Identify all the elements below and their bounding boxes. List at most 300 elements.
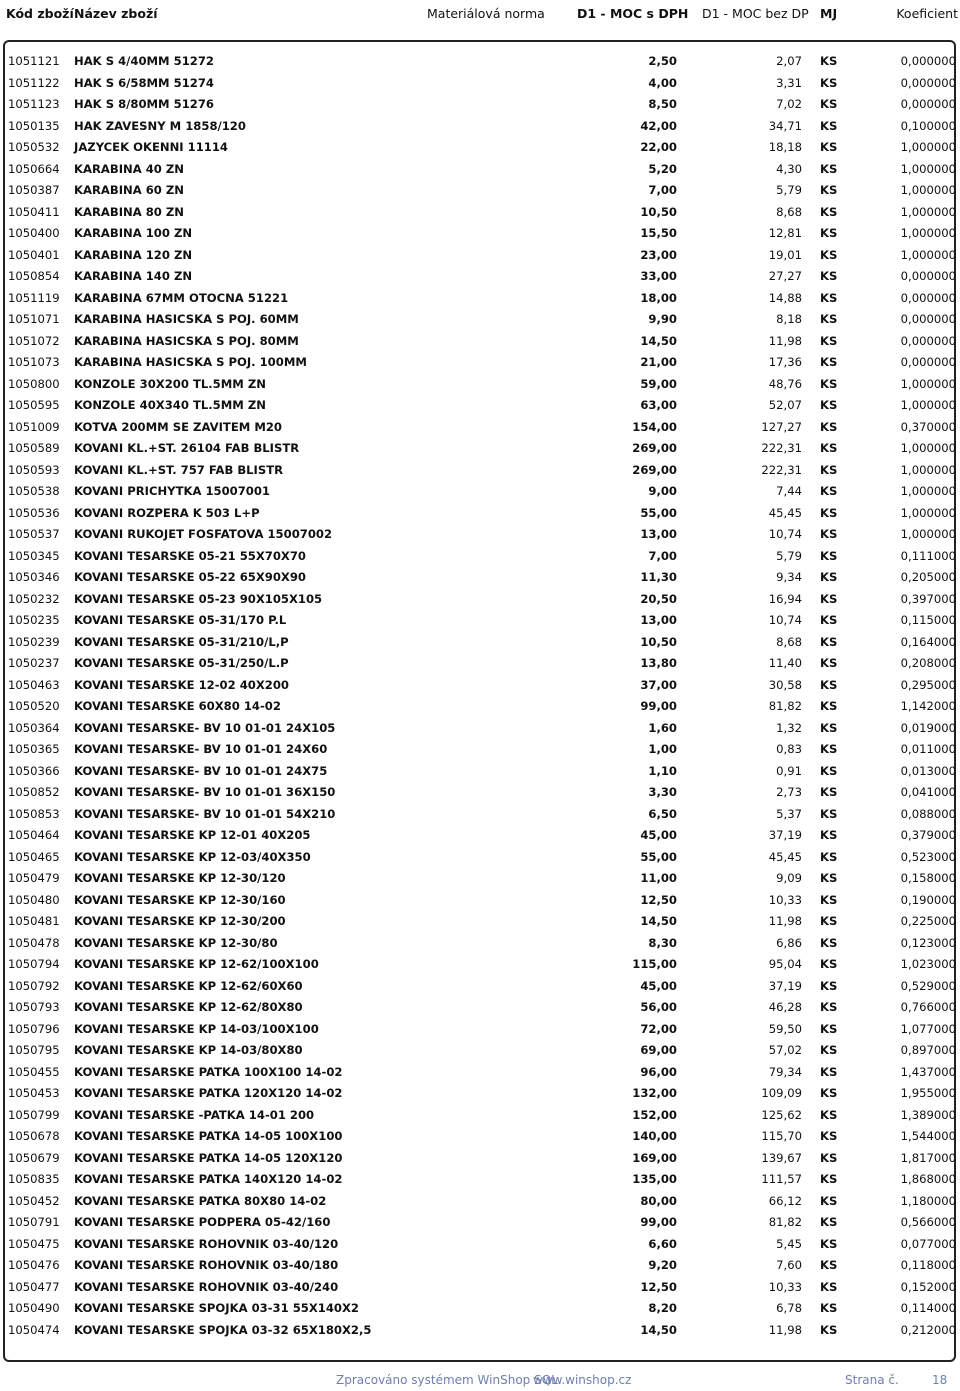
cell-name: KOVANI TESARSKE PATKA 100X100 14-02 bbox=[74, 1064, 343, 1079]
cell-coef: 1,817000 bbox=[900, 1150, 956, 1165]
cell-name: KONZOLE 30X200 TL.5MM ZN bbox=[74, 376, 266, 391]
table-row bbox=[0, 890, 960, 912]
cell-unit: KS bbox=[820, 1258, 838, 1272]
cell-coef: 0,212000 bbox=[900, 1322, 956, 1337]
cell-name: KOVANI KL.+ST. 26104 FAB BLISTR bbox=[74, 441, 300, 455]
cell-coef: 0,000000 bbox=[900, 333, 956, 348]
cell-price-vat: 6,60 bbox=[648, 1236, 677, 1251]
cell-coef: 0,000000 bbox=[900, 355, 956, 369]
cell-price-novat: 6,86 bbox=[776, 935, 802, 950]
cell-unit: KS bbox=[820, 1279, 838, 1294]
cell-price-novat: 57,02 bbox=[768, 1043, 802, 1057]
cell-price-novat: 81,82 bbox=[768, 699, 802, 713]
header-name: Název zboží bbox=[74, 6, 158, 21]
cell-code: 1050135 bbox=[8, 118, 60, 133]
cell-price-vat: 13,80 bbox=[640, 656, 677, 670]
cell-price-vat: 4,00 bbox=[648, 75, 677, 90]
table-row bbox=[0, 653, 960, 675]
cell-name: KARABINA HASICSKA S POJ. 100MM bbox=[74, 355, 307, 369]
cell-unit: KS bbox=[820, 1215, 838, 1229]
table-row bbox=[0, 51, 960, 73]
cell-coef: 0,000000 bbox=[900, 312, 956, 326]
table-row bbox=[0, 1320, 960, 1342]
cell-price-vat: 10,50 bbox=[640, 204, 677, 219]
cell-coef: 0,566000 bbox=[900, 1215, 956, 1229]
cell-unit: KS bbox=[820, 785, 838, 799]
cell-unit: KS bbox=[820, 1000, 838, 1014]
cell-code: 1050664 bbox=[8, 161, 60, 176]
cell-price-vat: 12,50 bbox=[640, 1279, 677, 1294]
cell-unit: KS bbox=[820, 183, 838, 197]
cell-price-vat: 115,00 bbox=[632, 957, 677, 971]
cell-price-vat: 22,00 bbox=[640, 140, 677, 154]
cell-code: 1050835 bbox=[8, 1172, 60, 1186]
header-price-vat: D1 - MOC s DPH bbox=[577, 6, 689, 21]
table-row bbox=[0, 546, 960, 568]
cell-price-novat: 45,45 bbox=[768, 849, 802, 864]
cell-price-novat: 8,68 bbox=[776, 204, 802, 219]
cell-coef: 0,118000 bbox=[900, 1258, 956, 1272]
cell-price-vat: 21,00 bbox=[640, 355, 677, 369]
cell-price-novat: 48,76 bbox=[768, 376, 802, 391]
cell-code: 1050478 bbox=[8, 935, 60, 950]
cell-price-vat: 8,30 bbox=[648, 935, 677, 950]
cell-coef: 0,529000 bbox=[900, 978, 956, 993]
cell-coef: 0,370000 bbox=[900, 419, 956, 434]
table-row bbox=[0, 632, 960, 654]
cell-name: KOVANI TESARSKE KP 12-30/80 bbox=[74, 935, 278, 950]
cell-price-vat: 14,50 bbox=[640, 914, 677, 928]
cell-price-novat: 7,44 bbox=[776, 484, 802, 498]
cell-price-novat: 18,18 bbox=[768, 140, 802, 154]
cell-unit: KS bbox=[820, 527, 838, 541]
cell-code: 1050364 bbox=[8, 720, 60, 735]
table-row bbox=[0, 331, 960, 353]
table-row bbox=[0, 481, 960, 503]
cell-coef: 0,000000 bbox=[900, 269, 956, 283]
cell-coef: 1,544000 bbox=[900, 1129, 956, 1143]
cell-price-novat: 81,82 bbox=[768, 1215, 802, 1229]
cell-name: KOVANI TESARSKE PATKA 14-05 100X100 bbox=[74, 1129, 343, 1143]
cell-coef: 0,088000 bbox=[900, 806, 956, 821]
cell-name: KOVANI KL.+ST. 757 FAB BLISTR bbox=[74, 462, 284, 477]
cell-unit: KS bbox=[820, 140, 838, 154]
cell-code: 1050479 bbox=[8, 871, 60, 885]
cell-name: KOVANI TESARSKE- BV 10 01-01 54X210 bbox=[74, 806, 336, 821]
cell-coef: 1,142000 bbox=[900, 699, 956, 713]
table-row bbox=[0, 288, 960, 310]
cell-price-novat: 2,73 bbox=[776, 785, 802, 799]
table-row bbox=[0, 180, 960, 202]
cell-price-novat: 127,27 bbox=[761, 419, 802, 434]
cell-price-novat: 37,19 bbox=[768, 978, 802, 993]
cell-code: 1050463 bbox=[8, 677, 60, 692]
table-row bbox=[0, 94, 960, 116]
cell-price-novat: 11,98 bbox=[768, 1322, 802, 1337]
cell-code: 1050679 bbox=[8, 1150, 60, 1165]
cell-price-vat: 55,00 bbox=[640, 505, 677, 520]
cell-name: KARABINA HASICSKA S POJ. 80MM bbox=[74, 333, 299, 348]
table-row bbox=[0, 567, 960, 589]
cell-name: KOVANI TESARSKE 12-02 40X200 bbox=[74, 677, 289, 692]
cell-name: KARABINA 120 ZN bbox=[74, 247, 193, 262]
cell-code: 1050237 bbox=[8, 656, 60, 670]
cell-coef: 1,000000 bbox=[900, 376, 956, 391]
cell-code: 1051122 bbox=[8, 75, 60, 90]
cell-name: KOVANI TESARSKE- BV 10 01-01 36X150 bbox=[74, 785, 336, 799]
header-norm: Materiálová norma bbox=[427, 6, 545, 21]
cell-code: 1050235 bbox=[8, 613, 60, 627]
cell-code: 1050452 bbox=[8, 1193, 60, 1208]
cell-unit: KS bbox=[820, 226, 838, 240]
table-row bbox=[0, 266, 960, 288]
table-row bbox=[0, 782, 960, 804]
cell-price-novat: 0,91 bbox=[776, 763, 802, 778]
cell-name: KARABINA 100 ZN bbox=[74, 226, 193, 240]
cell-coef: 0,158000 bbox=[900, 871, 956, 885]
cell-name: KOTVA 200MM SE ZAVITEM M20 bbox=[74, 419, 282, 434]
cell-price-vat: 42,00 bbox=[640, 118, 677, 133]
cell-coef: 1,180000 bbox=[900, 1193, 956, 1208]
cell-price-novat: 16,94 bbox=[768, 591, 802, 606]
cell-name: KARABINA 60 ZN bbox=[74, 183, 184, 197]
cell-code: 1051073 bbox=[8, 355, 60, 369]
cell-coef: 0,397000 bbox=[900, 591, 956, 606]
cell-coef: 0,205000 bbox=[900, 570, 956, 584]
cell-coef: 1,000000 bbox=[900, 441, 956, 455]
cell-coef: 0,152000 bbox=[900, 1279, 956, 1294]
cell-price-vat: 169,00 bbox=[632, 1150, 677, 1165]
cell-name: KOVANI TESARSKE PATKA 140X120 14-02 bbox=[74, 1172, 343, 1186]
cell-unit: KS bbox=[820, 484, 838, 498]
table-row bbox=[0, 1169, 960, 1191]
cell-coef: 0,000000 bbox=[900, 290, 956, 305]
cell-coef: 1,000000 bbox=[900, 183, 956, 197]
cell-unit: KS bbox=[820, 398, 838, 412]
table-row bbox=[0, 976, 960, 998]
cell-price-novat: 7,60 bbox=[776, 1258, 802, 1272]
cell-coef: 0,379000 bbox=[900, 828, 956, 842]
cell-code: 1051071 bbox=[8, 312, 60, 326]
table-row bbox=[0, 1255, 960, 1277]
table-row bbox=[0, 1083, 960, 1105]
cell-price-vat: 45,00 bbox=[640, 828, 677, 842]
cell-price-novat: 10,74 bbox=[768, 527, 802, 541]
table-row bbox=[0, 73, 960, 95]
cell-name: KOVANI TESARSKE PODPERA 05-42/160 bbox=[74, 1215, 331, 1229]
cell-price-novat: 139,67 bbox=[761, 1150, 802, 1165]
cell-unit: KS bbox=[820, 1322, 838, 1337]
cell-price-novat: 111,57 bbox=[761, 1172, 802, 1186]
cell-code: 1050366 bbox=[8, 763, 60, 778]
cell-code: 1051121 bbox=[8, 54, 60, 68]
cell-price-vat: 152,00 bbox=[632, 1107, 677, 1122]
cell-name: KARABINA 80 ZN bbox=[74, 204, 184, 219]
cell-name: KOVANI TESARSKE KP 12-62/80X80 bbox=[74, 1000, 303, 1014]
cell-name: KOVANI TESARSKE 05-23 90X105X105 bbox=[74, 591, 323, 606]
cell-name: KOVANI TESARSKE PATKA 14-05 120X120 bbox=[74, 1150, 343, 1165]
header-coef: Koeficient bbox=[896, 6, 958, 21]
cell-code: 1050400 bbox=[8, 226, 60, 240]
header-unit: MJ bbox=[820, 6, 838, 21]
cell-code: 1050520 bbox=[8, 699, 60, 713]
cell-price-vat: 1,60 bbox=[648, 720, 677, 735]
cell-name: KOVANI TESARSKE KP 14-03/80X80 bbox=[74, 1043, 303, 1057]
cell-name: KOVANI TESARSKE ROHOVNIK 03-40/180 bbox=[74, 1258, 339, 1272]
cell-price-novat: 5,79 bbox=[776, 183, 802, 197]
footer-page-label: Strana č. bbox=[845, 1373, 899, 1387]
table-row bbox=[0, 675, 960, 697]
cell-price-vat: 7,00 bbox=[648, 183, 677, 197]
cell-coef: 0,897000 bbox=[900, 1043, 956, 1057]
table-row bbox=[0, 997, 960, 1019]
cell-name: KOVANI TESARSKE ROHOVNIK 03-40/240 bbox=[74, 1279, 339, 1294]
cell-price-novat: 11,40 bbox=[768, 656, 802, 670]
table-row bbox=[0, 847, 960, 869]
table-row bbox=[0, 1277, 960, 1299]
cell-coef: 1,000000 bbox=[900, 204, 956, 219]
table-row bbox=[0, 1191, 960, 1213]
table-row bbox=[0, 202, 960, 224]
cell-price-vat: 55,00 bbox=[640, 849, 677, 864]
cell-price-novat: 9,34 bbox=[776, 570, 802, 584]
cell-code: 1051072 bbox=[8, 333, 60, 348]
cell-code: 1050852 bbox=[8, 785, 60, 799]
cell-coef: 1,077000 bbox=[900, 1021, 956, 1036]
cell-price-vat: 5,20 bbox=[648, 161, 677, 176]
cell-code: 1050532 bbox=[8, 140, 60, 154]
table-row bbox=[0, 739, 960, 761]
cell-name: KOVANI TESARSKE 05-31/250/L.P bbox=[74, 656, 289, 670]
cell-unit: KS bbox=[820, 247, 838, 262]
cell-coef: 0,114000 bbox=[900, 1301, 956, 1315]
cell-code: 1050793 bbox=[8, 1000, 60, 1014]
cell-coef: 0,164000 bbox=[900, 634, 956, 649]
table-row bbox=[0, 1298, 960, 1320]
cell-price-novat: 34,71 bbox=[768, 118, 802, 133]
cell-price-vat: 14,50 bbox=[640, 1322, 677, 1337]
cell-unit: KS bbox=[820, 634, 838, 649]
cell-price-novat: 11,98 bbox=[768, 333, 802, 348]
cell-name: KOVANI TESARSKE 60X80 14-02 bbox=[74, 699, 281, 713]
cell-code: 1050477 bbox=[8, 1279, 60, 1294]
cell-price-novat: 66,12 bbox=[768, 1193, 802, 1208]
cell-unit: KS bbox=[820, 591, 838, 606]
cell-coef: 1,023000 bbox=[900, 957, 956, 971]
cell-name: KOVANI TESARSKE -PATKA 14-01 200 bbox=[74, 1107, 315, 1122]
cell-price-vat: 13,00 bbox=[640, 613, 677, 627]
cell-code: 1050799 bbox=[8, 1107, 60, 1122]
cell-unit: KS bbox=[820, 849, 838, 864]
cell-price-vat: 154,00 bbox=[632, 419, 677, 434]
cell-price-novat: 19,01 bbox=[768, 247, 802, 262]
cell-price-novat: 7,02 bbox=[776, 97, 802, 111]
cell-price-novat: 5,45 bbox=[776, 1236, 802, 1251]
cell-price-novat: 37,19 bbox=[768, 828, 802, 842]
cell-price-novat: 3,31 bbox=[776, 75, 802, 90]
cell-price-novat: 109,09 bbox=[761, 1086, 802, 1100]
cell-price-novat: 2,07 bbox=[776, 54, 802, 68]
cell-coef: 0,011000 bbox=[900, 742, 956, 756]
table-row bbox=[0, 460, 960, 482]
cell-code: 1050455 bbox=[8, 1064, 60, 1079]
cell-price-vat: 69,00 bbox=[640, 1043, 677, 1057]
cell-price-vat: 9,20 bbox=[648, 1258, 677, 1272]
cell-code: 1050800 bbox=[8, 376, 60, 391]
cell-name: KOVANI TESARSKE ROHOVNIK 03-40/120 bbox=[74, 1236, 339, 1251]
cell-code: 1051123 bbox=[8, 97, 60, 111]
table-row bbox=[0, 761, 960, 783]
cell-code: 1050232 bbox=[8, 591, 60, 606]
cell-unit: KS bbox=[820, 1064, 838, 1079]
table-row bbox=[0, 116, 960, 138]
cell-price-novat: 125,62 bbox=[761, 1107, 802, 1122]
cell-unit: KS bbox=[820, 978, 838, 993]
cell-price-vat: 80,00 bbox=[640, 1193, 677, 1208]
cell-price-vat: 135,00 bbox=[632, 1172, 677, 1186]
cell-unit: KS bbox=[820, 75, 838, 90]
footer-system: Zpracováno systémem WinShop SQL bbox=[336, 1373, 558, 1387]
cell-price-vat: 59,00 bbox=[640, 376, 677, 391]
cell-price-vat: 8,20 bbox=[648, 1301, 677, 1315]
cell-unit: KS bbox=[820, 462, 838, 477]
cell-code: 1050796 bbox=[8, 1021, 60, 1036]
table-row bbox=[0, 718, 960, 740]
cell-name: HAK S 4/40MM 51272 bbox=[74, 54, 214, 68]
cell-price-vat: 9,90 bbox=[648, 312, 677, 326]
cell-name: HAK ZAVESNY M 1858/120 bbox=[74, 118, 246, 133]
cell-price-vat: 99,00 bbox=[640, 699, 677, 713]
cell-code: 1050538 bbox=[8, 484, 60, 498]
table-row bbox=[0, 1212, 960, 1234]
cell-code: 1050854 bbox=[8, 269, 60, 283]
cell-coef: 0,225000 bbox=[900, 914, 956, 928]
table-row bbox=[0, 1148, 960, 1170]
cell-unit: KS bbox=[820, 806, 838, 821]
cell-unit: KS bbox=[820, 376, 838, 391]
cell-coef: 0,000000 bbox=[900, 75, 956, 90]
cell-price-novat: 10,33 bbox=[768, 892, 802, 907]
cell-coef: 0,766000 bbox=[900, 1000, 956, 1014]
cell-unit: KS bbox=[820, 957, 838, 971]
cell-coef: 0,000000 bbox=[900, 97, 956, 111]
cell-price-vat: 23,00 bbox=[640, 247, 677, 262]
table-row bbox=[0, 911, 960, 933]
cell-price-vat: 1,00 bbox=[648, 742, 677, 756]
cell-price-novat: 5,37 bbox=[776, 806, 802, 821]
cell-name: KOVANI TESARSKE- BV 10 01-01 24X60 bbox=[74, 742, 328, 756]
cell-unit: KS bbox=[820, 613, 838, 627]
cell-coef: 0,208000 bbox=[900, 656, 956, 670]
cell-name: KOVANI TESARSKE PATKA 120X120 14-02 bbox=[74, 1086, 343, 1100]
cell-unit: KS bbox=[820, 1150, 838, 1165]
cell-unit: KS bbox=[820, 1301, 838, 1315]
cell-name: HAK S 8/80MM 51276 bbox=[74, 97, 214, 111]
cell-code: 1050593 bbox=[8, 462, 60, 477]
cell-price-vat: 18,00 bbox=[640, 290, 677, 305]
cell-code: 1050481 bbox=[8, 914, 60, 928]
cell-price-novat: 30,58 bbox=[768, 677, 802, 692]
cell-name: KOVANI PRICHYTKA 15007001 bbox=[74, 484, 271, 498]
cell-name: KOVANI TESARSKE KP 12-62/60X60 bbox=[74, 978, 303, 993]
table-row bbox=[0, 954, 960, 976]
cell-name: KOVANI TESARSKE SPOJKA 03-31 55X140X2 bbox=[74, 1301, 359, 1315]
cell-price-novat: 52,07 bbox=[768, 398, 802, 412]
cell-coef: 0,115000 bbox=[900, 613, 956, 627]
table-row bbox=[0, 245, 960, 267]
cell-unit: KS bbox=[820, 570, 838, 584]
cell-unit: KS bbox=[820, 1107, 838, 1122]
cell-code: 1050346 bbox=[8, 570, 60, 584]
cell-code: 1050476 bbox=[8, 1258, 60, 1272]
cell-name: KOVANI ROZPERA K 503 L+P bbox=[74, 505, 260, 520]
cell-unit: KS bbox=[820, 505, 838, 520]
cell-unit: KS bbox=[820, 656, 838, 670]
cell-coef: 0,013000 bbox=[900, 763, 956, 778]
cell-coef: 1,000000 bbox=[900, 462, 956, 477]
table-row bbox=[0, 804, 960, 826]
table-row bbox=[0, 1062, 960, 1084]
table-row bbox=[0, 825, 960, 847]
footer-url[interactable]: www.winshop.cz bbox=[533, 1373, 632, 1387]
cell-price-vat: 9,00 bbox=[648, 484, 677, 498]
cell-unit: KS bbox=[820, 419, 838, 434]
cell-coef: 1,000000 bbox=[900, 161, 956, 176]
cell-price-novat: 95,04 bbox=[768, 957, 802, 971]
cell-name: KOVANI TESARSKE 05-31/210/L,P bbox=[74, 634, 289, 649]
cell-name: KOVANI TESARSKE KP 12-30/160 bbox=[74, 892, 286, 907]
cell-coef: 0,000000 bbox=[900, 54, 956, 68]
cell-coef: 1,000000 bbox=[900, 247, 956, 262]
cell-price-vat: 14,50 bbox=[640, 333, 677, 348]
table-row bbox=[0, 374, 960, 396]
table-row bbox=[0, 503, 960, 525]
table-body bbox=[0, 51, 960, 1341]
footer-page-number: 18 bbox=[932, 1373, 948, 1387]
cell-coef: 1,955000 bbox=[900, 1086, 956, 1100]
cell-coef: 1,000000 bbox=[900, 484, 956, 498]
cell-coef: 1,000000 bbox=[900, 398, 956, 412]
cell-price-novat: 222,31 bbox=[761, 462, 802, 477]
cell-unit: KS bbox=[820, 269, 838, 283]
cell-price-vat: 7,00 bbox=[648, 548, 677, 563]
table-row bbox=[0, 1234, 960, 1256]
cell-price-novat: 1,32 bbox=[776, 720, 802, 735]
cell-code: 1050480 bbox=[8, 892, 60, 907]
table-row bbox=[0, 868, 960, 890]
cell-coef: 0,123000 bbox=[900, 935, 956, 950]
cell-coef: 1,000000 bbox=[900, 140, 956, 154]
cell-price-vat: 45,00 bbox=[640, 978, 677, 993]
table-row bbox=[0, 223, 960, 245]
cell-price-novat: 45,45 bbox=[768, 505, 802, 520]
cell-price-novat: 8,68 bbox=[776, 634, 802, 649]
cell-code: 1050411 bbox=[8, 204, 60, 219]
cell-code: 1051119 bbox=[8, 290, 60, 305]
cell-unit: KS bbox=[820, 763, 838, 778]
cell-name: KARABINA 40 ZN bbox=[74, 161, 184, 176]
cell-name: HAK S 6/58MM 51274 bbox=[74, 75, 214, 90]
cell-code: 1050589 bbox=[8, 441, 60, 455]
cell-unit: KS bbox=[820, 1172, 838, 1186]
cell-coef: 1,437000 bbox=[900, 1064, 956, 1079]
cell-name: JAZYCEK OKENNI 11114 bbox=[74, 140, 228, 154]
table-row bbox=[0, 1019, 960, 1041]
cell-unit: KS bbox=[820, 312, 838, 326]
cell-unit: KS bbox=[820, 97, 838, 111]
cell-price-novat: 222,31 bbox=[761, 441, 802, 455]
cell-price-vat: 12,50 bbox=[640, 892, 677, 907]
